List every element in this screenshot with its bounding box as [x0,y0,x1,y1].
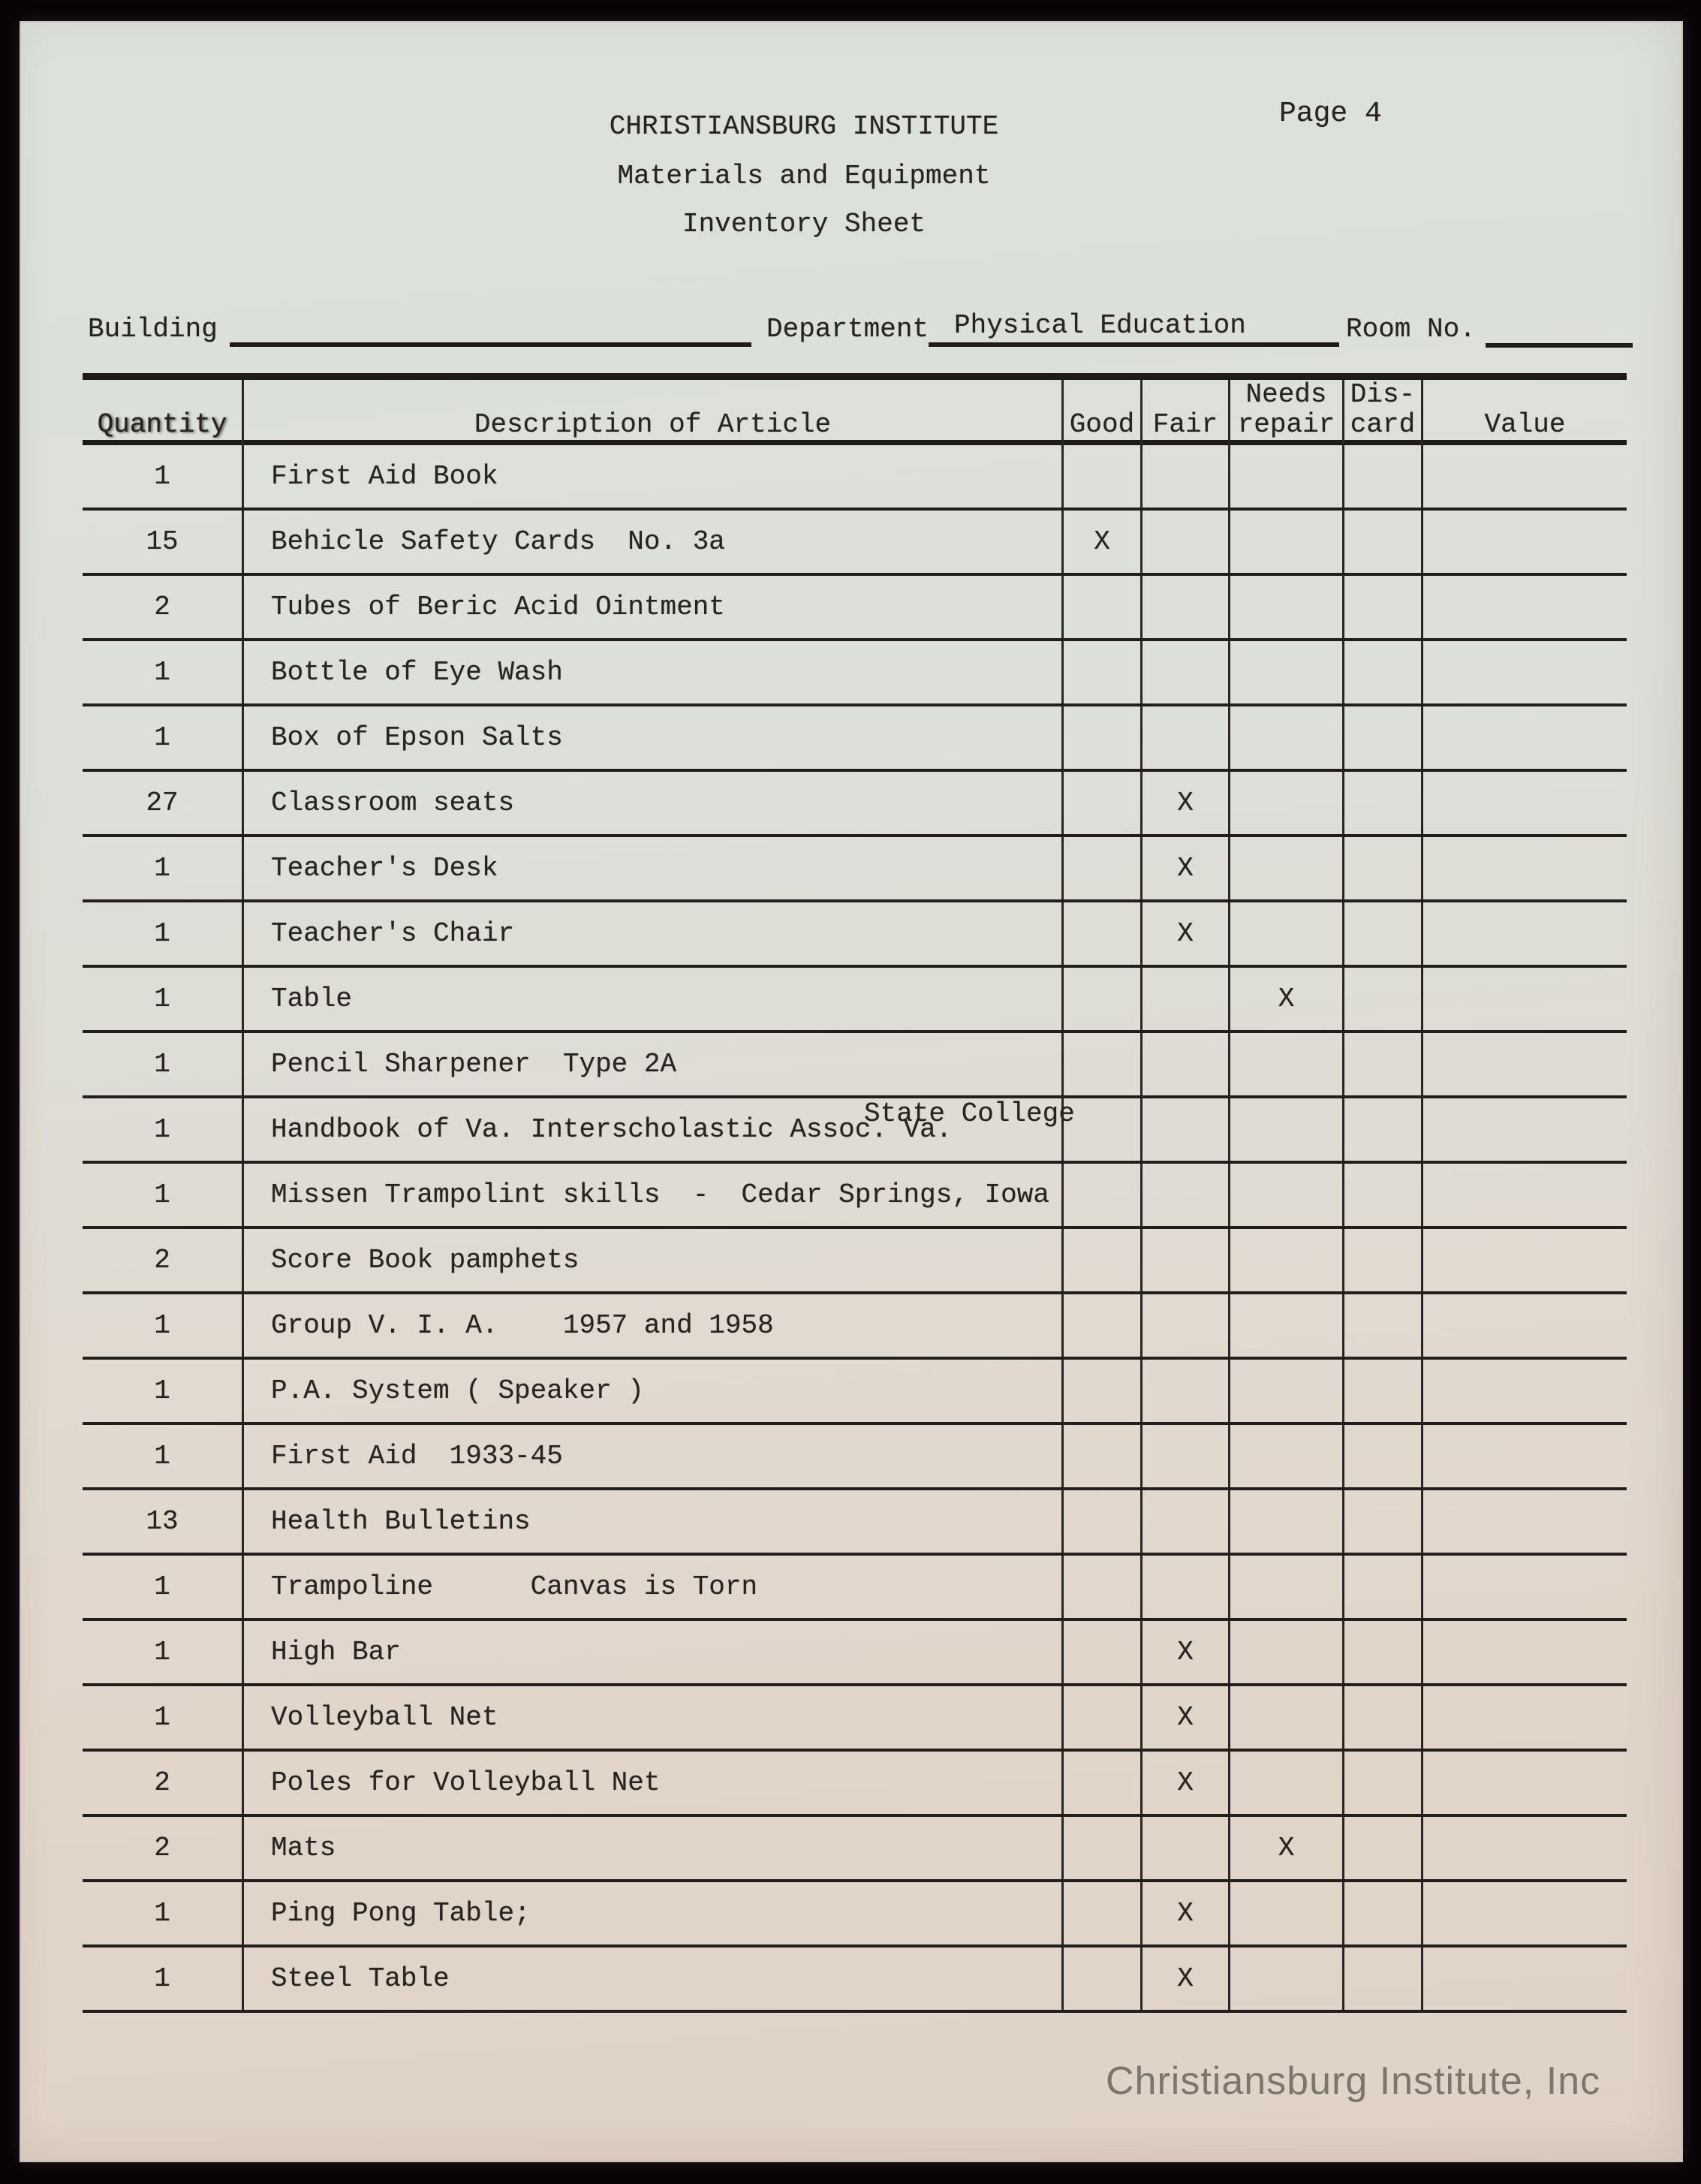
table-row [83,1948,1627,2013]
needs-repair-mark-cell [1228,641,1342,703]
discard-mark-cell [1342,1621,1421,1683]
description-text: High Bar [271,1637,401,1667]
room-number-blank-line [1486,343,1633,348]
table-row [83,902,1627,968]
table-row [83,1425,1627,1490]
table-row [83,1033,1627,1098]
value-cell [1421,1098,1627,1161]
description-text: Bottle of Eye Wash [271,657,563,688]
discard-mark-cell [1342,772,1421,834]
table-row [83,1229,1627,1294]
description-cell [242,1621,1061,1683]
fair-mark-cell [1140,1817,1228,1879]
description-text: Score Book pamphets [271,1245,580,1276]
description-text: Classroom seats [271,788,515,818]
description-text: Tubes of Beric Acid Ointment [271,592,725,622]
quantity-cell: 1 [154,722,170,753]
needs-repair-mark-cell: X [1228,1817,1342,1879]
fair-mark-cell: X [1140,1948,1228,2010]
discard-mark-cell [1342,1948,1421,2010]
fair-mark-cell: X [1140,837,1228,899]
needs-repair-mark-cell [1228,1425,1342,1487]
fair-mark-cell: X [1140,1621,1228,1683]
value-cell [1421,1229,1627,1291]
fair-mark-cell [1140,1098,1228,1161]
description-text: Pencil Sharpener Type 2A [271,1049,677,1080]
table-row [83,445,1627,511]
description-cell [242,772,1061,834]
needs-repair-mark-cell [1228,1229,1342,1291]
description-text: Teacher's Desk [271,853,498,884]
description-cell [242,1556,1061,1618]
needs-repair-mark-cell [1228,1621,1342,1683]
table-row [83,772,1627,837]
value-cell [1421,1621,1627,1683]
description-text: Steel Table [271,1963,450,1994]
description-text: Teacher's Chair [271,918,515,949]
fair-mark-cell [1140,1164,1228,1226]
good-mark-cell [1061,1425,1140,1487]
description-text: Poles for Volleyball Net [271,1767,661,1798]
fair-mark-cell [1140,511,1228,573]
quantity-cell: 1 [154,1963,170,1994]
description-text: Volleyball Net [271,1702,498,1733]
value-cell [1421,902,1627,965]
description-note-above: State College [864,1098,1075,1129]
discard-mark-cell [1342,1425,1421,1487]
discard-mark-cell [1342,1229,1421,1291]
description-cell [242,641,1061,703]
discard-mark-cell [1342,968,1421,1030]
table-row [83,511,1627,576]
discard-mark-cell [1342,1556,1421,1618]
inventory-table [83,373,1627,2013]
fair-mark-cell: X [1140,772,1228,834]
department-value: Physical Education [954,310,1246,341]
fair-mark-cell [1140,1556,1228,1618]
description-cell [242,902,1061,965]
description-text: Ping Pong Table; [271,1898,531,1929]
description-text: Box of Epson Salts [271,722,563,753]
value-cell [1421,1882,1627,1945]
table-row [83,1752,1627,1817]
quantity-cell: 1 [154,1310,170,1341]
discard-mark-cell [1342,641,1421,703]
value-cell [1421,1686,1627,1749]
room-number-label: Room No. [1346,314,1476,345]
good-mark-cell [1061,902,1140,965]
quantity-cell: 1 [154,1179,170,1210]
quantity-cell: 1 [154,1049,170,1080]
value-cell [1421,511,1627,573]
building-blank-line [230,342,751,347]
department-label: Department [766,314,929,345]
needs-repair-mark-cell [1228,1164,1342,1226]
description-cell [242,1294,1061,1357]
needs-repair-mark-cell [1228,1882,1342,1945]
description-text: Table [271,984,353,1014]
needs-repair-mark-cell [1228,1948,1342,2010]
needs-repair-mark-cell [1228,1752,1342,1814]
fair-mark-cell [1140,706,1228,769]
value-cell [1421,1490,1627,1553]
discard-mark-cell [1342,1294,1421,1357]
description-cell [242,1882,1061,1945]
fair-mark-cell [1140,1229,1228,1291]
value-cell [1421,1752,1627,1814]
fair-mark-cell [1140,641,1228,703]
value-cell [1421,1556,1627,1618]
value-cell [1421,1294,1627,1357]
description-cell [242,1360,1061,1422]
discard-mark-cell [1342,576,1421,638]
table-row [83,1164,1627,1229]
column-header-description: Description of Article [242,380,1061,446]
discard-mark-cell [1342,1686,1421,1749]
table-row [83,1817,1627,1882]
discard-mark-cell [1342,1752,1421,1814]
description-text: Health Bulletins [271,1506,531,1537]
good-mark-cell [1061,1294,1140,1357]
description-cell [242,968,1061,1030]
good-mark-cell [1061,772,1140,834]
description-cell [242,445,1061,508]
quantity-cell: 1 [154,1375,170,1406]
discard-mark-cell [1342,511,1421,573]
description-cell [242,837,1061,899]
good-mark-cell [1061,1033,1140,1095]
needs-repair-mark-cell [1228,576,1342,638]
good-mark-cell: X [1061,511,1140,573]
discard-mark-cell [1342,445,1421,508]
quantity-cell: 1 [154,984,170,1014]
description-text: Behicle Safety Cards No. 3a [271,526,725,557]
quantity-cell: 1 [154,657,170,688]
description-cell [242,1229,1061,1291]
needs-repair-mark-cell: X [1228,968,1342,1030]
archive-watermark: Christiansburg Institute, Inc [1106,2059,1601,2103]
description-text: Missen Trampolint skills - Cedar Springs, Iowa [271,1179,1049,1210]
needs-repair-mark-cell [1228,772,1342,834]
good-mark-cell [1061,1164,1140,1226]
description-cell [242,1164,1061,1226]
table-row [83,1556,1627,1621]
quantity-cell: 2 [154,592,170,622]
discard-mark-cell [1342,902,1421,965]
department-line [929,342,1339,347]
discard-mark-cell [1342,1164,1421,1226]
quantity-cell: 1 [154,853,170,884]
table-row [83,1621,1627,1686]
column-header-value: Value [1421,380,1627,446]
fair-mark-cell: X [1140,902,1228,965]
needs-repair-mark-cell [1228,1033,1342,1095]
quantity-cell: 1 [154,1114,170,1145]
quantity-cell: 15 [146,526,179,557]
discard-mark-cell [1342,1098,1421,1161]
value-cell [1421,968,1627,1030]
needs-repair-mark-cell [1228,1098,1342,1161]
description-cell [242,1033,1061,1095]
good-mark-cell [1061,1098,1140,1161]
inventory-rows [83,445,1627,2013]
needs-repair-mark-cell [1228,1360,1342,1422]
value-cell [1421,641,1627,703]
description-text: Handbook of Va. Interscholastic Assoc. Va. [271,1114,953,1145]
table-row [83,576,1627,641]
document-title: CHRISTIANSBURG INSTITUTE [609,111,999,142]
page-number: Page 4 [1279,98,1382,130]
quantity-cell: 1 [154,1441,170,1472]
good-mark-cell [1061,1948,1140,2010]
quantity-cell: 2 [154,1833,170,1863]
quantity-cell: 27 [146,788,179,818]
needs-repair-mark-cell [1228,1556,1342,1618]
value-cell [1421,1033,1627,1095]
discard-mark-cell [1342,1360,1421,1422]
value-cell [1421,1360,1627,1422]
value-cell [1421,1817,1627,1879]
good-mark-cell [1061,1817,1140,1879]
value-cell [1421,1425,1627,1487]
document-sheet-type: Inventory Sheet [682,209,926,239]
value-cell [1421,706,1627,769]
needs-repair-mark-cell [1228,1686,1342,1749]
good-mark-cell [1061,1621,1140,1683]
description-text: Trampoline Canvas is Torn [271,1571,758,1602]
fair-mark-cell [1140,1294,1228,1357]
quantity-cell: 1 [154,1702,170,1733]
good-mark-cell [1061,445,1140,508]
discard-mark-cell [1342,1817,1421,1879]
needs-repair-mark-cell [1228,706,1342,769]
table-row [83,1686,1627,1752]
quantity-cell: 1 [154,918,170,949]
quantity-cell: 2 [154,1767,170,1798]
column-header-fair: Fair [1140,380,1228,446]
needs-repair-mark-cell [1228,902,1342,965]
needs-repair-mark-cell [1228,1490,1342,1553]
description-text: P.A. System ( Speaker ) [271,1375,644,1406]
quantity-cell: 1 [154,1571,170,1602]
fair-mark-cell [1140,1425,1228,1487]
description-cell [242,706,1061,769]
table-header-row [83,380,1627,445]
table-row [83,1490,1627,1556]
description-cell [242,576,1061,638]
table-row [83,1294,1627,1360]
good-mark-cell [1061,1882,1140,1945]
fair-mark-cell: X [1140,1686,1228,1749]
column-header-quantity: Quantity [97,409,227,440]
fair-mark-cell [1140,1490,1228,1553]
description-text: Mats [271,1833,336,1863]
fair-mark-cell [1140,1360,1228,1422]
table-row [83,706,1627,772]
needs-repair-mark-cell [1228,445,1342,508]
document-subtitle: Materials and Equipment [617,161,991,191]
good-mark-cell [1061,968,1140,1030]
needs-repair-mark-cell [1228,511,1342,573]
good-mark-cell [1061,837,1140,899]
quantity-cell: 13 [146,1506,179,1537]
fair-mark-cell [1140,445,1228,508]
quantity-cell: 1 [154,1637,170,1667]
table-row [83,837,1627,902]
value-cell [1421,772,1627,834]
good-mark-cell [1061,1686,1140,1749]
discard-mark-cell [1342,1882,1421,1945]
table-row [83,1098,1627,1164]
value-cell [1421,1164,1627,1226]
needs-repair-mark-cell [1228,837,1342,899]
table-row [83,1882,1627,1948]
document-page [21,23,1681,2161]
discard-mark-cell [1342,837,1421,899]
table-row [83,968,1627,1033]
needs-repair-mark-cell [1228,1294,1342,1357]
fair-mark-cell [1140,968,1228,1030]
table-row [83,641,1627,706]
description-cell [242,511,1061,573]
column-header-good: Good [1061,380,1140,446]
discard-mark-cell [1342,706,1421,769]
description-text: First Aid 1933-45 [271,1441,563,1472]
table-row [83,1360,1627,1425]
quantity-cell: 1 [154,461,170,492]
description-cell [242,1490,1061,1553]
fair-mark-cell: X [1140,1882,1228,1945]
description-cell [242,1098,1075,1161]
description-cell [242,1817,1061,1879]
column-header-needs-repair: Needs repair [1228,380,1342,446]
description-cell [242,1752,1061,1814]
quantity-cell: 2 [154,1245,170,1276]
quantity-cell: 1 [154,1898,170,1929]
good-mark-cell [1061,1556,1140,1618]
description-text: First Aid Book [271,461,498,492]
description-cell [242,1948,1061,2010]
fair-mark-cell [1140,576,1228,638]
good-mark-cell [1061,576,1140,638]
value-cell [1421,576,1627,638]
value-cell [1421,1948,1627,2010]
good-mark-cell [1061,1752,1140,1814]
description-cell [242,1425,1061,1487]
building-label: Building [88,314,218,345]
value-cell [1421,837,1627,899]
good-mark-cell [1061,1490,1140,1553]
good-mark-cell [1061,706,1140,769]
discard-mark-cell [1342,1033,1421,1095]
description-cell [242,1686,1061,1749]
description-text: Group V. I. A. 1957 and 1958 [271,1310,774,1341]
fair-mark-cell: X [1140,1752,1228,1814]
column-header-discard: Dis- card [1342,380,1421,446]
good-mark-cell [1061,1229,1140,1291]
discard-mark-cell [1342,1490,1421,1553]
good-mark-cell [1061,1360,1140,1422]
good-mark-cell [1061,641,1140,703]
value-cell [1421,445,1627,508]
fair-mark-cell [1140,1033,1228,1095]
